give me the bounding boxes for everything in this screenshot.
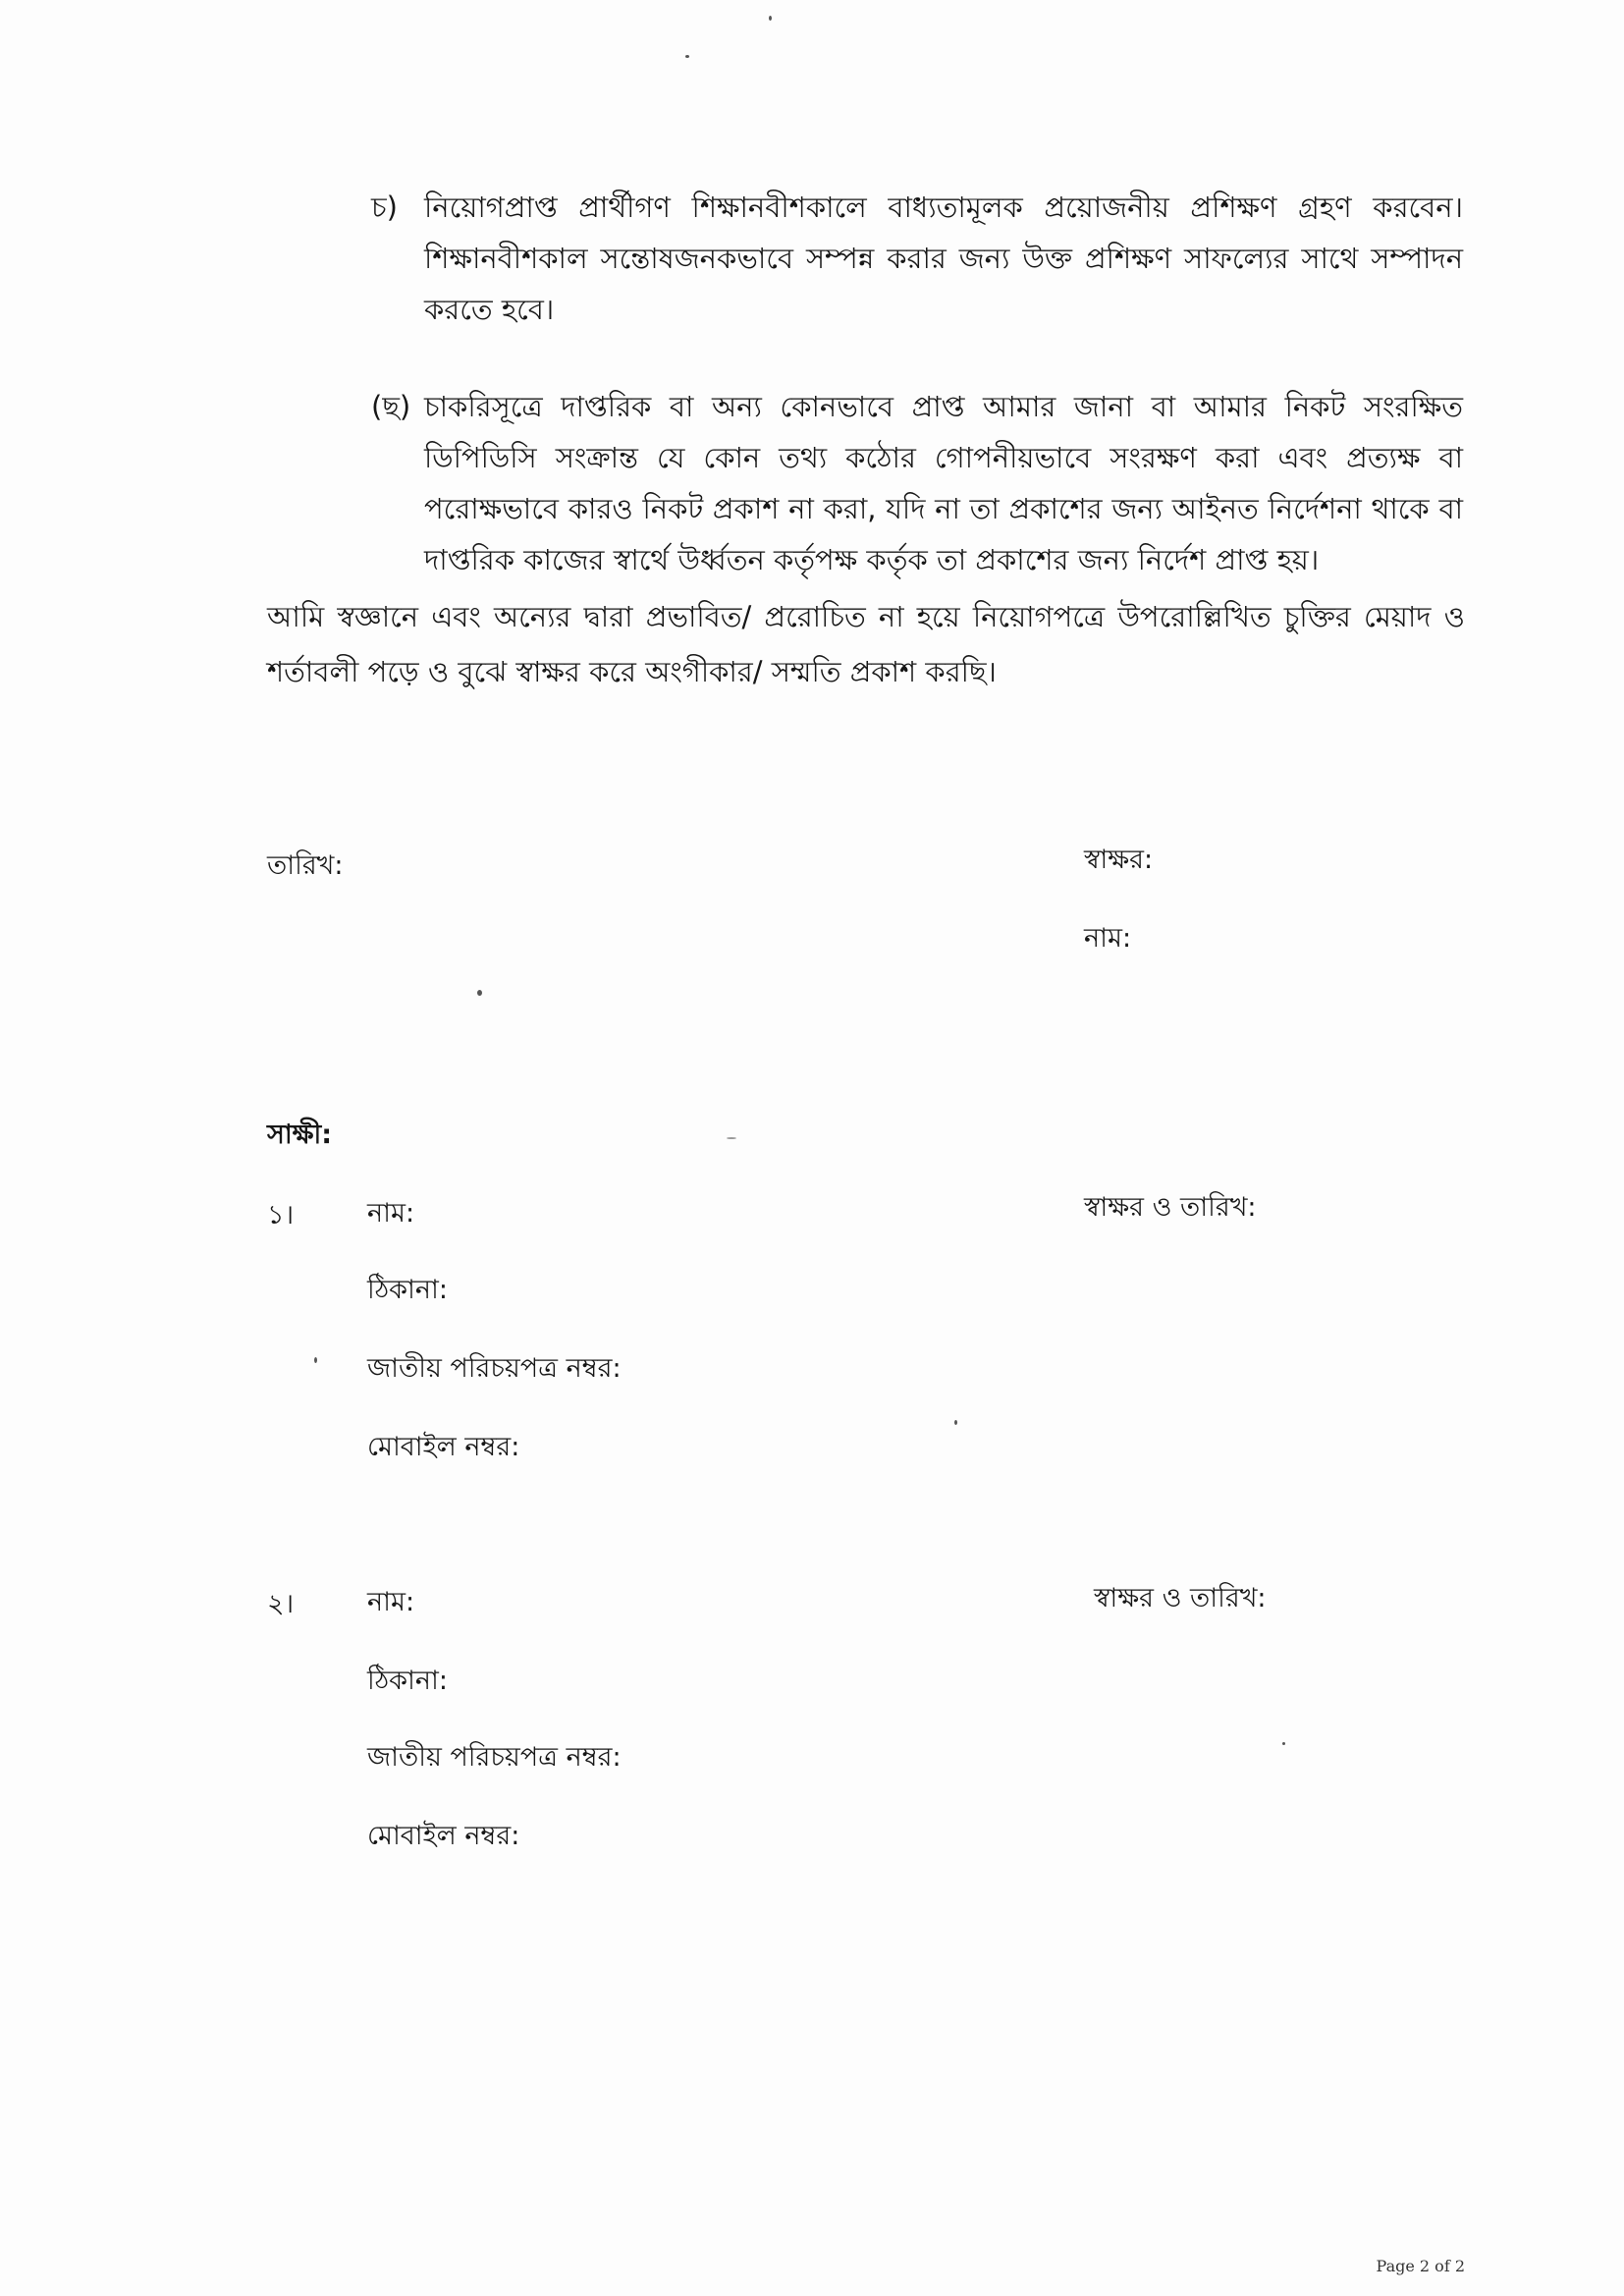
- clause-text: নিয়োগপ্রাপ্ত প্রার্থীগণ শিক্ষানবীশকালে বাধ্যতামূলক প্রয়োজনীয় প্রশিক্ষণ গ্রহণ করবেন। শিক্ষানবীশকাল সন্তোষজনকভাবে সম্পন্ন করার জন্য উক্ত প্রশিক্ষণ সাফল্যের সাথে সম্পাদন করতে হবে।: [424, 191, 1463, 326]
- witness-name-label: নাম:: [367, 1587, 415, 1617]
- witness-number: ২।: [267, 1589, 295, 1619]
- witness-nid-label: জাতীয় পরিচয়পত্র নম্বর:: [367, 1742, 622, 1773]
- clause-marker: (ছ): [371, 390, 411, 423]
- name-label: নাম:: [1084, 923, 1132, 954]
- witness-heading: সাক্ষী:: [267, 1120, 333, 1150]
- clause-text: চাকরিসূত্রে দাপ্তরিক বা অন্য কোনভাবে প্রাপ্ত আমার জানা বা আমার নিকট সংরক্ষিত ডিপিডিসি সংক্রান্ত যে কোন তথ্য কঠোর গোপনীয়ভাবে সংরক্ষণ করা এবং প্রত্যক্ষ বা পরোক্ষভাবে কারও নিকট প্রকাশ না করা, যদি না তা প্রকাশের জন্য আইনত নির্দেশনা থাকে বা দাপ্তরিক কাজের স্বার্থে উর্ধ্বতন কর্তৃপক্ষ কর্তৃক তা প্রকাশের জন্য নির্দেশ প্রাপ্ত হয়।: [424, 390, 1463, 576]
- scan-speck: [314, 1357, 317, 1363]
- clause-ch: [371, 182, 1463, 335]
- witness-mobile-label: মোবাইল নম্বর:: [367, 1432, 520, 1462]
- witness-sign-date-label: স্বাক্ষর ও তারিখ:: [1084, 1192, 1257, 1223]
- witness-address-label: ঠিকানা:: [367, 1666, 448, 1696]
- witness-mobile-label: মোবাইল নম্বর:: [367, 1821, 520, 1851]
- witness-nid-label: জাতীয় পরিচয়পত্র নম্বর:: [367, 1353, 622, 1384]
- scan-speck: [477, 990, 482, 996]
- page-number-footer: Page 2 of 2: [1376, 2257, 1465, 2275]
- scan-speck: [769, 16, 772, 21]
- witness-number: ১।: [267, 1200, 295, 1230]
- witness-address-label: ঠিকানা:: [367, 1275, 448, 1305]
- scan-speck: [1282, 1742, 1285, 1745]
- scan-speck: [727, 1137, 736, 1139]
- witness-name-label: নাম:: [367, 1198, 415, 1229]
- date-label: তারিখ:: [267, 850, 344, 881]
- clause-marker: চ): [371, 191, 398, 224]
- signature-label: স্বাক্ষর:: [1084, 845, 1154, 875]
- scan-speck: [954, 1420, 957, 1425]
- scan-speck: [685, 55, 689, 58]
- clause-chh: [371, 381, 1463, 585]
- witness-sign-date-label: স্বাক্ষর ও তারিখ:: [1094, 1583, 1267, 1613]
- declaration-paragraph: আমি স্বজ্ঞানে এবং অন্যের দ্বারা প্রভাবিত/ প্ররোচিত না হয়ে নিয়োগপত্রে উপরোল্লিখিত চুক্তির মেয়াদ ও শর্তাবলী পড়ে ও বুঝে স্বাক্ষর করে অংগীকার/ সম্মতি প্রকাশ করছি।: [267, 600, 1465, 688]
